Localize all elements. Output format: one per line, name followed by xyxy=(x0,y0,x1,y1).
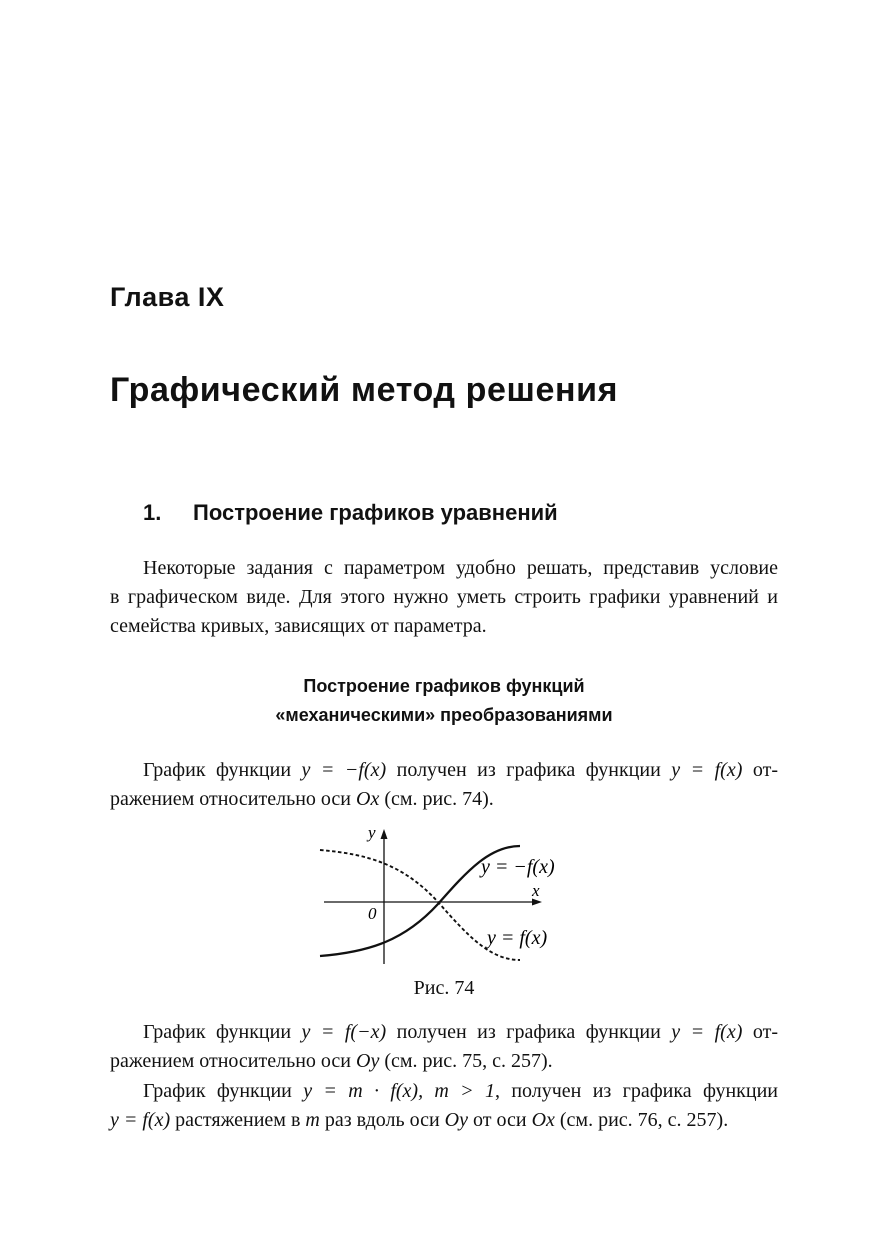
intro-paragraph xyxy=(110,554,778,641)
subsection-heading xyxy=(110,672,778,730)
text-run: ражением относительно оси xyxy=(110,788,357,810)
paragraph-line xyxy=(110,785,778,814)
y-axis-arrow xyxy=(381,829,388,839)
text-run: получен из графика функции xyxy=(386,1021,672,1043)
text-run: получен из графика функции xyxy=(386,759,672,781)
chapter-title: Графический метод решения xyxy=(110,371,619,409)
subsection-heading-line: Построение графиков функций xyxy=(303,676,585,696)
intro-line: Некоторые задания с параметром удобно решать, представив условие xyxy=(143,557,778,579)
text-run: , получен из графика функции xyxy=(495,1080,778,1102)
text-run: ражением относительно оси xyxy=(110,1050,357,1072)
math-inline: y = m · f(x), m > 1 xyxy=(303,1080,495,1102)
text-run: от оси xyxy=(468,1109,532,1131)
text-run: График функции xyxy=(143,1021,302,1043)
label-neg-f: y = −f(x) xyxy=(481,856,555,878)
math-inline: y = f(x) xyxy=(110,1109,171,1131)
math-inline: y = f(x) xyxy=(671,759,743,781)
label-f: y = f(x) xyxy=(487,927,548,949)
subsection-heading-line: «механическими» преобразованиями xyxy=(275,705,613,725)
text-run: (см. рис. 76, с. 257). xyxy=(554,1109,729,1131)
text-run: растяжением в xyxy=(170,1109,306,1131)
paragraph-line xyxy=(110,1018,778,1047)
text-run: от- xyxy=(742,759,778,781)
section-heading xyxy=(143,500,558,526)
paragraph-reflection-oy xyxy=(110,1018,778,1076)
paragraph-line xyxy=(110,756,778,785)
paragraph-line xyxy=(110,1077,778,1106)
text-run: раз вдоль оси xyxy=(319,1109,445,1131)
x-axis-label: x xyxy=(532,881,540,900)
paragraph-line xyxy=(110,1106,778,1135)
figure-74 xyxy=(310,822,580,972)
text-run: (см. рис. 75, с. 257). xyxy=(379,1050,553,1072)
math-inline: Ox xyxy=(531,1109,555,1131)
math-inline: y = f(−x) xyxy=(301,1021,387,1043)
origin-label: 0 xyxy=(368,904,377,923)
text-run: от- xyxy=(742,1021,778,1043)
paragraph-reflection-ox xyxy=(110,756,778,814)
intro-line: семейства кривых, зависящих от параметра. xyxy=(110,615,487,637)
paragraph-stretch xyxy=(110,1077,778,1135)
intro-line: в графическом виде. Для этого нужно уметь строить графики уравнений и xyxy=(110,586,778,608)
text-run: График функции xyxy=(143,759,302,781)
math-inline: Oy xyxy=(356,1050,380,1072)
math-inline: Ox xyxy=(356,788,380,810)
text-run: (см. рис. 74). xyxy=(379,788,494,810)
section-number: 1. xyxy=(143,500,162,525)
section-title: Построение графиков уравнений xyxy=(193,500,558,525)
math-inline: y = −f(x) xyxy=(301,759,387,781)
chapter-label: Глава IX xyxy=(110,282,225,312)
y-axis-label: y xyxy=(368,823,376,842)
text-run: График функции xyxy=(143,1080,304,1102)
math-inline: y = f(x) xyxy=(671,1021,743,1043)
math-inline: Oy xyxy=(444,1109,468,1131)
math-inline: m xyxy=(305,1109,320,1131)
figure-caption: Рис. 74 xyxy=(413,977,475,999)
paragraph-line xyxy=(110,1047,778,1076)
